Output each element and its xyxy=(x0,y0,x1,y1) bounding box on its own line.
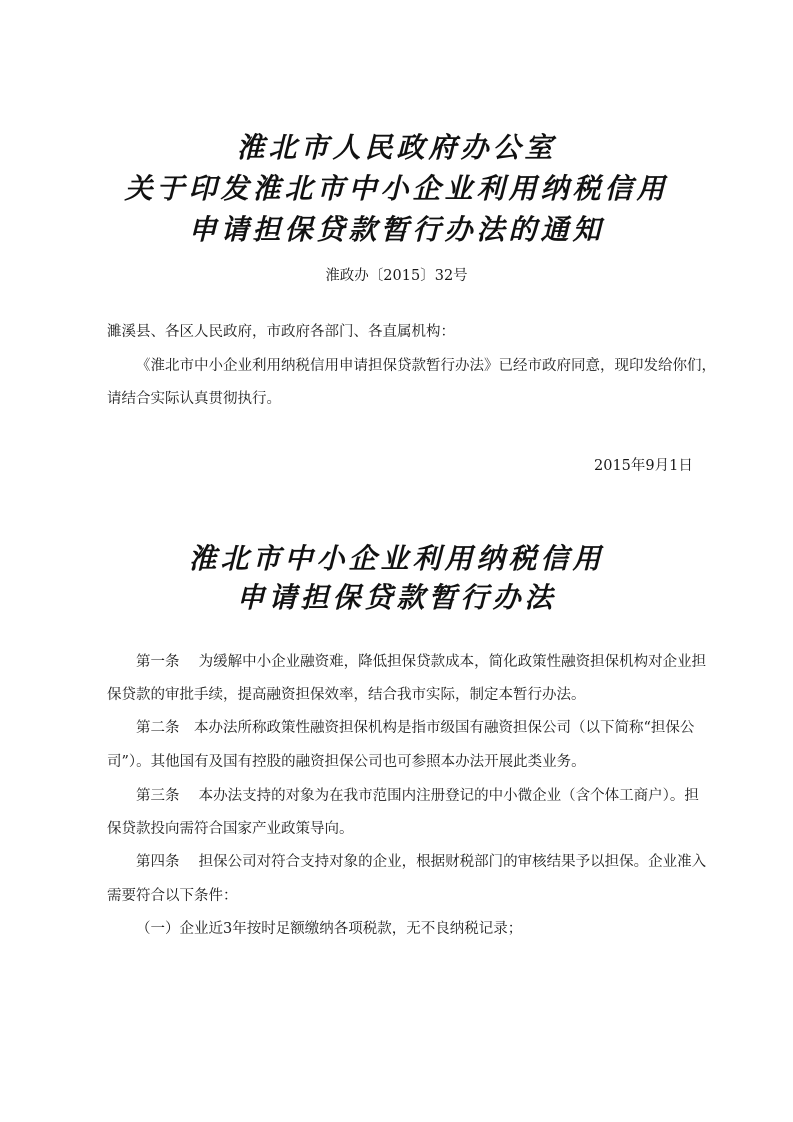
notice-title-line-3: 申请担保贷款暂行办法的通知 xyxy=(188,213,605,246)
article-3-line-1: 第三条 本办法支持的对象为在我市范围内注册登记的中小微企业（含个体工商户）。担 xyxy=(136,788,699,804)
article-1-line-2: 保贷款的审批手续，提高融资担保效率，结合我市实际，制定本暂行办法。 xyxy=(107,687,586,703)
recipients-line: 濉溪县、各区人民政府，市政府各部门、各直属机构： xyxy=(107,324,455,340)
notice-body-line-2: 请结合实际认真贯彻执行。 xyxy=(107,391,281,407)
notice-title-line-1: 淮北市人民政府办公室 xyxy=(236,131,557,164)
notice-title-line-2: 关于印发淮北市中小企业利用纳税信用 xyxy=(124,172,669,205)
notice-date: 2015年9月1日 xyxy=(594,458,693,474)
measures-title-line-1: 淮北市中小企业利用纳税信用 xyxy=(188,542,605,575)
article-1-line-1: 第一条 为缓解中小企业融资难，降低担保贷款成本，简化政策性融资担保机构对企业担 xyxy=(136,654,707,670)
article-3-line-2: 保贷款投向需符合国家产业政策导向。 xyxy=(107,821,354,837)
document-number: 淮政办〔2015〕32号 xyxy=(325,268,468,284)
condition-1-line: （一）企业近3年按时足额缴纳各项税款，无不良纳税记录； xyxy=(136,921,523,937)
article-2-line-2: 司”）。其他国有及国有控股的融资担保公司也可参照本办法开展此类业务。 xyxy=(107,754,586,770)
article-2-line-1: 第二条 本办法所称政策性融资担保机构是指市级国有融资担保公司（以下简称“担保公 xyxy=(136,720,695,736)
article-4-line-2: 需要符合以下条件： xyxy=(107,888,238,904)
notice-body-line-1: 《淮北市中小企业利用纳税信用申请担保贷款暂行办法》已经市政府同意，现印发给你们， xyxy=(136,358,716,374)
measures-title-line-2: 申请担保贷款暂行办法 xyxy=(236,581,557,614)
article-4-line-1: 第四条 担保公司对符合支持对象的企业，根据财税部门的审核结果予以担保。企业准入 xyxy=(136,854,707,870)
